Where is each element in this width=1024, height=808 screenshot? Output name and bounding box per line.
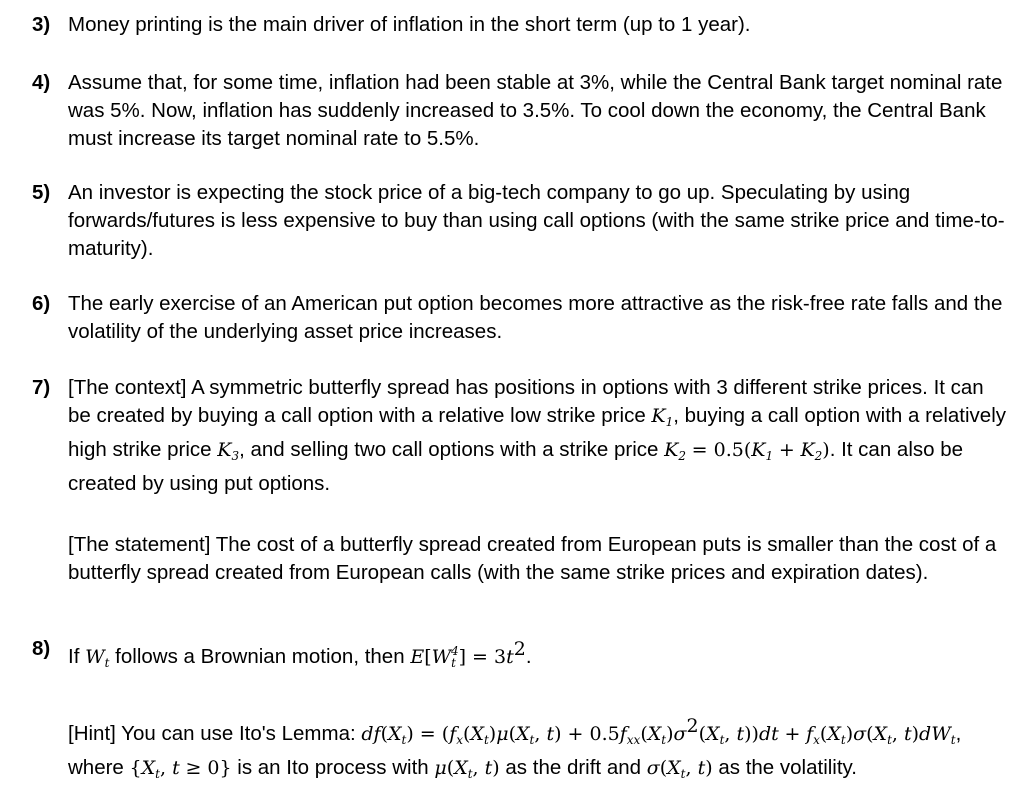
ito-hint: [Hint] You can use Ito's Lemma: $df(X_t) = (f_x(X_t)\mu(X_t$, $t) + 0.5f_{xx}(X_t)\sigma^2(X_t$, $t))dt + f_x(X_t)\sigma(X_t$, $t)dW_t$, where {$X_t$, t ≥ 0} is an Ito process with $\mu(X_t$, t) as the drift and $\sigma(X_t$, t) as the volatility. — [68, 715, 962, 781]
question-statement: [The statement] The cost of a butterfly spread created from European puts is smaller than the cost of a butterfly spread created from European calls (with the same strike prices and expiration dates). — [68, 533, 997, 584]
question-number: 4) — [32, 71, 51, 94]
question-context: [The context] A symmetric butterfly spread has positions in options with 3 different strike prices. It can be created by buying a call option with a relative low strike price $K_1$, buying a call option with a relatively high strike price $K_3$, and selling two call options with a strike price $K_2 = 0.5(K_1 + K_2)$. It can also be created by using put options. — [68, 376, 1007, 495]
question-text: An investor is expecting the stock price of a big-tech company to go up. Speculating by using forwards/futures is less expensive to buy than using call options (with the same strike price and time-to-maturity). — [68, 181, 1005, 260]
question-text: The early exercise of an American put option becomes more attractive as the risk-free rate falls and the volatility of the underlying asset price increases. — [68, 292, 1003, 343]
question-number: 5) — [32, 181, 51, 204]
question-text: Assume that, for some time, inflation had been stable at 3%, while the Central Bank target nominal rate was 5%. Now, inflation has suddenly increased to 3.5%. To cool down the economy, the Central Bank must increase its target nominal rate to 5.5%. — [68, 71, 1003, 150]
question-number: 6) — [32, 292, 51, 315]
question-text: If $W_t$ follows a Brownian motion, then $E[W_t^4] = 3t^2$. — [68, 638, 532, 670]
question-number: 8) — [32, 637, 51, 660]
question-number: 7) — [32, 376, 51, 399]
question-number: 3) — [32, 13, 51, 36]
question-text: Money printing is the main driver of inflation in the short term (up to 1 year). — [68, 13, 751, 36]
